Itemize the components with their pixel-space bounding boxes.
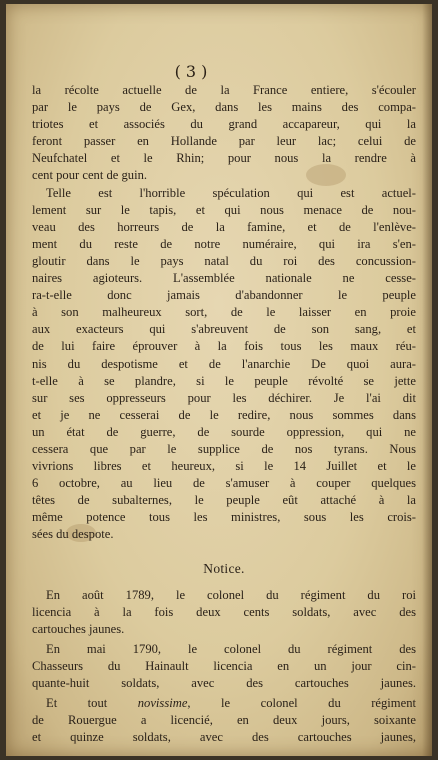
text-line: cessera que par le supplice de nos tyrans. Nous [32,441,416,456]
page-number: ( 3 ) [174,62,208,81]
text-line: naires agioteurs. L'assemblée nationale ne cesse- [32,271,416,286]
text-run: , le colonel du régiment [187,696,416,711]
text-line: sées du despote. [32,527,114,542]
text-line: même potence tous les ministres, sous les crois- [32,510,416,525]
text-line: licencia à la fois deux cents soldats, avec des [32,604,416,619]
text-line: t-elle à se plandre, si le peuple révolté se jette [32,373,416,388]
page-text [32,82,416,746]
text-line: cartouches jaunes. [32,621,125,636]
text-line: Neufchatel et le Rhin; pour nous la rendre à [32,151,416,166]
text-line: la récolte actuelle de la France entiere, s'écouler [32,83,416,97]
paragraph-3 [32,587,416,638]
text-line: et je ne cesserai de le redire, nous sommes dans [32,407,416,422]
text-line: En août 1789, le colonel du régiment du roi [46,587,416,602]
text-line: quante-huit soldats, avec des cartouches jaunes. [32,676,416,691]
text-line: et quinze soldats, avec des cartouches jaunes, [32,730,416,745]
text-line: sur ses oppresseurs pour les déchirer. Je l'ai dit [32,390,416,405]
text-line: à son malheureux sort, de le laisser en proie [32,305,416,320]
section-heading: Notice. [203,560,245,576]
paragraph-4 [32,641,416,692]
text-line: lement sur le tapis, et qui nous menace de nou- [32,202,416,217]
text-line [32,695,416,712]
text-line: de Rouergue a licencié, en deux jours, soixante [32,713,416,728]
text-line: veau des horreurs de la famine, et de l'enlève- [32,219,416,234]
text-line: 6 octobre, au lieu de s'amuser à couper quelques [32,476,416,491]
text-line: un état de guerre, de sourde oppression, qui ne [32,424,416,439]
text-line: têtes de subalternes, le peuple eût attaché à la [32,493,416,508]
italic-word: novissime [137,696,188,711]
text-line: vivrions libres et heureux, si le 14 Juillet et le [32,459,416,474]
text-line: Telle est l'horrible spéculation qui est actuel- [46,185,416,200]
text-line: ment du reste de notre numéraire, qui ira s'en- [32,236,416,251]
text-line: de lui faire éprouver à la fois tous les maux réu- [32,339,416,354]
text-line: Chasseurs du Hainault licencia en un jour cin- [32,659,416,673]
book-page [6,4,432,756]
text-run: Et tout [46,696,138,711]
paragraph-5 [32,695,416,746]
text-line: ra-t-elle donc jamais d'abandonner le peuple [32,288,416,303]
text-line: nis du despotisme et de l'anarchie De quoi aura- [32,356,416,371]
text-line: gloutir dans le pays natal du roi des concussion- [32,253,416,268]
text-line: cent pour cent de guin. [32,168,148,183]
text-line: par le pays de Gex, dans les mains des compa- [32,100,416,115]
text-line: En mai 1790, le colonel du régiment des [46,641,416,656]
paragraph-2 [32,185,416,544]
page-gutter-shadow [422,4,432,756]
text-line: aux exacteurs qui s'abreuvent de son sang, et [32,322,416,337]
paragraph-1 [32,82,416,185]
text-line: triotes et associés du grand accapareur, qui la [32,117,416,132]
text-line: feront passer en Hollande par leur lac; celui de [32,134,416,149]
